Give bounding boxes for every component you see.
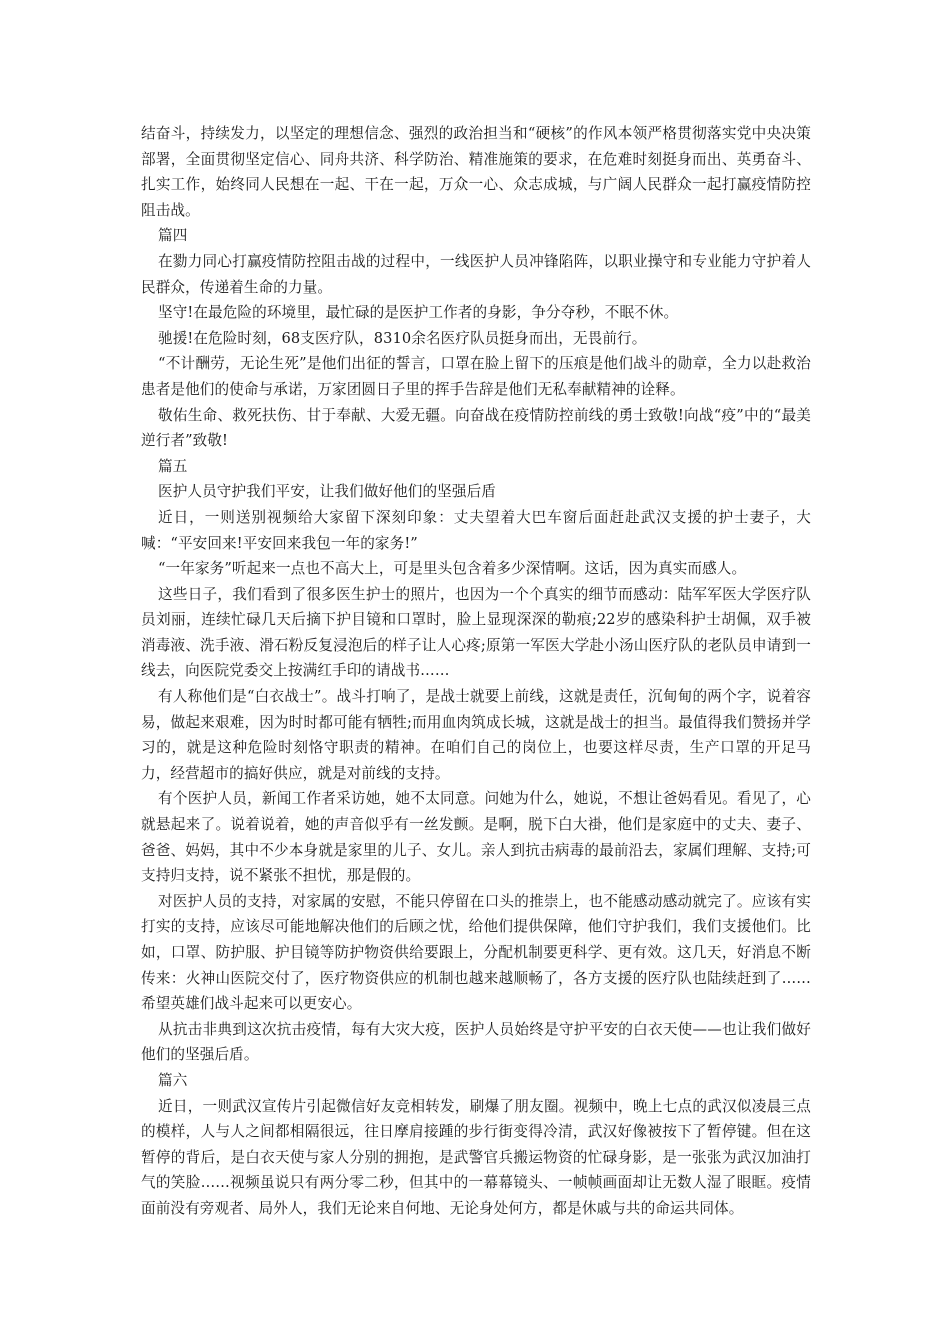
document-body <box>141 121 811 1222</box>
paragraph: “一年家务”听起来一点也不高大上，可是里头包含着多少深情啊。这话，因为真实而感人。 <box>158 560 747 578</box>
paragraph: 有人称他们是“白衣战士”。战斗打响了，是战士就要上前线，这就是责任，沉甸甸的两个字，说着容易，做起来艰难，因为时时都可能有牺牲;而用血肉筑成长城，这就是战士的担当。最值得我们赞扬并学习的，就是这种危险时刻恪守职责的精神。在咱们自己的岗位上，也要这样尽责，生产口罩的开足马力，经营超市的搞好供应，就是对前线的支持。 <box>141 688 811 782</box>
paragraph: 敬佑生命、救死扶伤、甘于奉献、大爱无疆。向奋战在疫情防控前线的勇士致敬!向战“疫”中的“最美逆行者”致敬! <box>141 406 811 450</box>
paragraph: 驰援!在危险时刻，68支医疗队，8310余名医疗队员挺身而出，无畏前行。 <box>158 329 647 347</box>
paragraph: “不计酬劳，无论生死”是他们出征的誓言，口罩在脸上留下的压痕是他们战斗的勋章，全力以赴救治患者是他们的使命与承诺，万家团圆日子里的挥手告辞是他们无私奉献精神的诠释。 <box>141 355 811 398</box>
paragraph: 有个医护人员，新闻工作者采访她，她不太同意。问她为什么，她说，不想让爸妈看见。看见了，心就悬起来了。说着说着，她的声音似乎有一丝发颤。是啊，脱下白大褂，他们是家庭中的丈夫、妻子、爸爸、妈妈，其中不少本身就是家里的儿子、女儿。亲人到抗击病毒的最前沿去，家属们理解、支持;可支持归支持，说不紧张不担忧，那是假的。 <box>141 790 811 885</box>
paragraph: 对医护人员的支持，对家属的安慰，不能只停留在口头的推崇上，也不能感动感动就完了。应该有实打实的支持，应该尽可能地解决他们的后顾之忧，给他们提供保障，他们守护我们，我们支援他们。比如，口罩、防护服、护目镜等防护物资供给要跟上，分配机制要更科学、更有效。这几天，好消息不断传来：火神山医院交付了，医疗物资供应的机制也越来越顺畅了，各方支援的医疗队也陆续赶到了……希望英雄们战斗起来可以更安心。 <box>141 892 811 1013</box>
section-heading: 篇四 <box>158 227 188 245</box>
paragraph: 医护人员守护我们平安，让我们做好他们的坚强后盾 <box>158 483 496 501</box>
paragraph: 近日，一则武汉宣传片引起微信好友竞相转发，刷爆了朋友圈。视频中，晚上七点的武汉似凌晨三点的模样，人与人之间都相隔很远，往日摩肩接踵的步行街变得冷清，武汉好像被按下了暂停键。但在这暂停的背后，是白衣天使与家人分别的拥抱，是武警官兵搬运物资的忙碌身影，是一张张为武汉加油打气的笑脸……视频虽说只有两分零二秒，但其中的一幕幕镜头、一帧帧画面却让无数人湿了眼眶。疫情面前没有旁观者、局外人，我们无论来自何地、无论身处何方，都是休戚与共的命运共同体。 <box>141 1097 811 1217</box>
section-heading: 篇六 <box>158 1071 188 1089</box>
paragraph: 从抗击非典到这次抗击疫情，每有大灾大疫，医护人员始终是守护平安的白衣天使——也让我们做好他们的坚强后盾。 <box>141 1020 811 1064</box>
paragraph: 在勠力同心打赢疫情防控阻击战的过程中，一线医护人员冲锋陷阵，以职业操守和专业能力守护着人民群众，传递着生命的力量。 <box>141 252 811 296</box>
paragraph: 坚守!在最危险的环境里，最忙碌的是医护工作者的身影，争分夺秒，不眠不休。 <box>158 304 679 322</box>
section-heading: 篇五 <box>158 457 188 475</box>
paragraph: 结奋斗，持续发力，以坚定的理想信念、强烈的政治担当和“硬核”的作风本领严格贯彻落实党中央决策部署，全面贯彻坚定信心、同舟共济、科学防治、精准施策的要求，在危难时刻挺身而出、英勇奋斗、扎实工作，始终同人民想在一起、干在一起，万众一心、众志成城，与广阔人民群众一起打赢疫情防控阻击战。 <box>141 125 811 219</box>
paragraph: 近日，一则送别视频给大家留下深刻印象：丈夫望着大巴车窗后面赶赴武汉支援的护士妻子，大喊：“平安回来!平安回来我包一年的家务!” <box>141 508 811 552</box>
paragraph: 这些日子，我们看到了很多医生护士的照片，也因为一个个真实的细节而感动：陆军军医大学医疗队员刘丽，连续忙碌几天后摘下护目镜和口罩时，脸上显现深深的勒痕;22岁的感染科护士胡佩，双手被消毒液、洗手液、滑石粉反复浸泡后的样子让人心疼;原第一军医大学赴小汤山医疗队的老队员申请到一线去，向医院党委交上按满红手印的请战书…… <box>141 585 811 680</box>
